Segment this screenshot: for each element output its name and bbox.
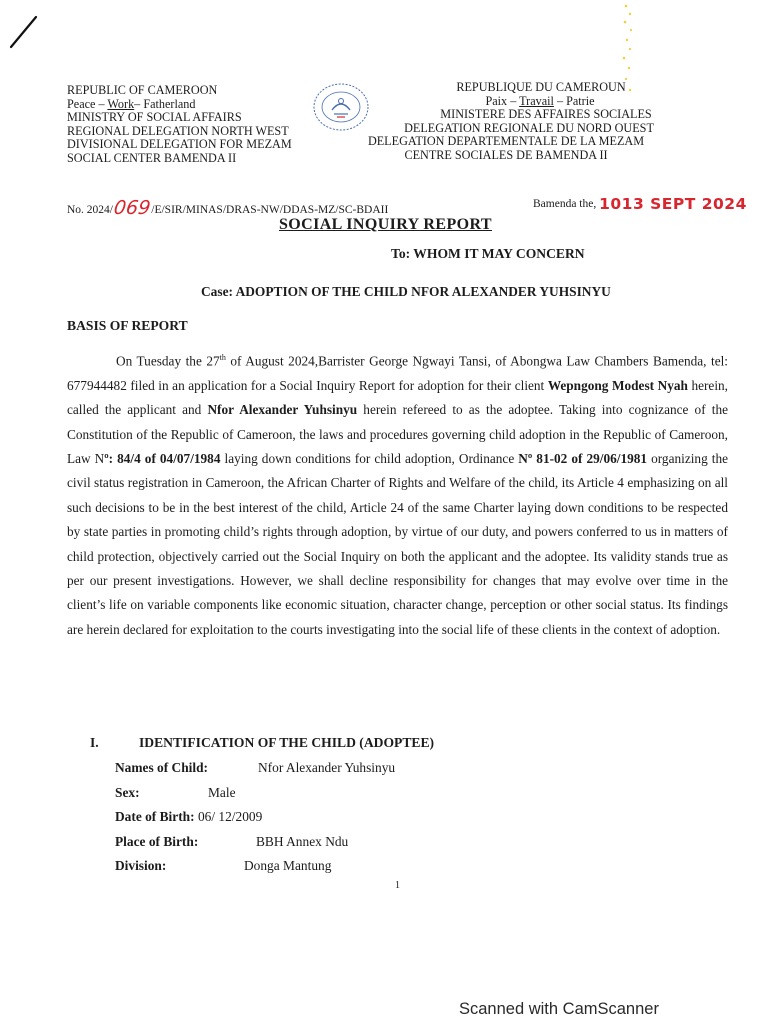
reference-number: No. 2024/069/E/SIR/MINAS/DRAS-NW/DDAS-MZ/SC-BDAII bbox=[67, 197, 389, 219]
page-title: SOCIAL INQUIRY REPORT bbox=[279, 216, 492, 233]
field-names-of-child: Names of Child: Nfor Alexander Yuhsinyu bbox=[115, 760, 396, 775]
field-sex: Sex: Male bbox=[115, 785, 236, 800]
date-stamp: 1013 SEPT 2024 bbox=[599, 195, 747, 213]
field-place-of-birth: Place of Birth: BBH Annex Ndu bbox=[115, 834, 349, 849]
header-right bbox=[350, 81, 662, 163]
header-left bbox=[67, 84, 292, 166]
pen-mark bbox=[6, 14, 40, 50]
scanner-watermark: Scanned with CamScanner bbox=[459, 1000, 659, 1018]
header-left-line: DIVISIONAL DELEGATION FOR MEZAM bbox=[67, 137, 292, 152]
applicant-name: Wepngong Modest Nyah bbox=[547, 377, 688, 393]
header-right-line: DELEGATION REGIONALE DU NORD OUEST bbox=[404, 120, 654, 135]
document-date: Bamenda the, 1013 SEPT 2024 bbox=[533, 195, 747, 213]
basis-heading: BASIS OF REPORT bbox=[67, 318, 188, 333]
header-left-line: SOCIAL CENTER BAMENDA II bbox=[67, 150, 237, 165]
ordinance-number: Nº 81-02 of 29/06/1981 bbox=[518, 451, 648, 467]
header-right-line: CENTRE SOCIALES DE BAMENDA II bbox=[404, 147, 608, 162]
case-line: Case: ADOPTION OF THE CHILD NFOR ALEXANDER YUHSINYU bbox=[201, 284, 611, 299]
section-heading: I. IDENTIFICATION OF THE CHILD (ADOPTEE) bbox=[90, 735, 435, 750]
field-date-of-birth: Date of Birth: 06/ 12/2009 bbox=[115, 809, 263, 824]
header-right-motto: Paix – Travail – Patrie bbox=[485, 93, 595, 108]
basis-paragraph: On Tuesday the 27th of August 2024,Barrister George Ngwayi Tansi, of Abongwa Law Chambers Bamenda, tel: 677944482 filed in an application for a Social Inquiry Report for adoption for their client Wepngong Modest Nyah herein, called the applicant and Nfor Alexander Yuhsinyu herein refereed to as the adoptee. Taking into cognizance of the Constitution of the Republic of Cameroon, the laws and procedures governing child adoption in the Republic of Cameroon, Law Nº: 84/4 of 04/07/1984 laying down conditions for child adoption, Ordinance Nº 81-02 of 29/06/1981 organizing the civil status registration in Cameroon, the African Charter of Rights and Welfare of the child, its Article 4 emphasizing on all such decisions to be in the best interest of the child, Article 24 of the same Charter laying down conditions to be respected by state parties in promoting child’s rights through adoption, by virtue of our duty, and powers conferred to us in matters of child protection, objectively carried out the Social Inquiry on both the applicant and the adoptee. Its validity stands true as per our present investigations. However, we shall decline responsibility for changes that may evolve over time in the client’s life on variable components like economic situation, character change, perception or other social status. Its findings are herein declared for exploitation to the courts investigating into the social life of these clients in the context of adoption. bbox=[67, 353, 729, 637]
header-right-line: DELEGATION DEPARTEMENTALE DE LA MEZAM bbox=[367, 134, 645, 149]
field-division: Division: Donga Mantung bbox=[115, 858, 332, 873]
addressee: To: WHOM IT MAY CONCERN bbox=[391, 246, 585, 261]
header-left-line: MINISTRY OF SOCIAL AFFAIRS bbox=[67, 110, 242, 125]
header-left-line: REGIONAL DELEGATION NORTH WEST bbox=[67, 123, 289, 138]
header-left-line: REPUBLIC OF CAMEROON bbox=[67, 83, 218, 97]
adoptee-name: Nfor Alexander Yuhsinyu bbox=[207, 402, 358, 418]
header-right-line: REPUBLIQUE DU CAMEROUN bbox=[456, 80, 626, 94]
page-number: 1 bbox=[395, 880, 400, 891]
law-number: º: 84/4 of 04/07/1984 bbox=[104, 451, 221, 467]
header-right-line: MINISTERE DES AFFAIRES SOCIALES bbox=[440, 107, 652, 122]
handwritten-number: 069 bbox=[112, 197, 152, 219]
header-left-motto: Peace – Work– Fatherland bbox=[67, 96, 196, 111]
